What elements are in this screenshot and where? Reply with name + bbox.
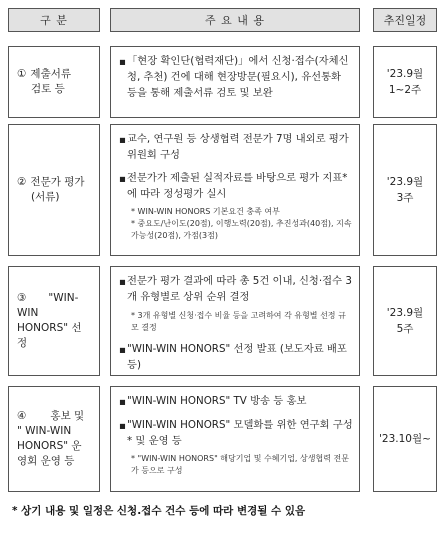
schedule-cell-2 xyxy=(373,124,437,256)
content-subnote: * 중요도/난이도(20점), 이행노력(20점), 추진성과(40점), 지속가능성(20점), 가점(3점) xyxy=(131,219,352,240)
content-item-text: "WIN-WIN HONORS" TV 방송 등 홍보 xyxy=(127,395,307,407)
content-item xyxy=(119,341,353,373)
bullet-icon: ▪ xyxy=(119,276,126,288)
schedule-cell-1 xyxy=(373,46,437,118)
content-item xyxy=(119,131,353,163)
footnote: * 상기 내용 및 일정은 신청.접수 건수 등에 따라 변경될 수 있음 xyxy=(12,505,306,517)
stage-number: ② xyxy=(17,176,27,188)
stage-cell-2 xyxy=(8,124,100,256)
stage-label: " WIN-WIN xyxy=(17,425,72,437)
content-item xyxy=(119,170,353,202)
stage-label: 검토 등 xyxy=(31,83,65,95)
header-stage: 구 분 xyxy=(8,8,100,32)
stage-label: HONORS" 선 xyxy=(17,322,82,334)
schedule-line: 3주 xyxy=(396,192,414,204)
content-item-text: 전문가 평가 결과에 따라 총 5건 이내, 신청·접수 3개 유형별로 상위 순위 결정 xyxy=(127,275,352,303)
stage-cell-3 xyxy=(8,266,100,376)
stage-cell-1 xyxy=(8,46,100,118)
stage-number: ④ xyxy=(17,410,27,422)
stage-label: 영회 운영 등 xyxy=(17,455,75,467)
content-item xyxy=(119,273,353,305)
bullet-icon: ▪ xyxy=(119,396,126,408)
content-item-text: 교수, 연구원 등 상생협력 전문가 7명 내외로 평가위원회 구성 xyxy=(127,133,349,161)
content-item-text: 전문가가 제출된 실적자료를 바탕으로 평가 지표*에 따라 정성평가 실시 xyxy=(127,172,348,200)
content-subnote: * "WIN-WIN HONORS" 해당기업 및 수혜기업, 상생협력 전문가 등으로 구성 xyxy=(131,454,349,475)
header-schedule: 추진일정 xyxy=(373,8,437,32)
stage-label: 홍보 및 xyxy=(50,410,85,422)
bullet-icon: ▪ xyxy=(119,56,126,68)
schedule-cell-4 xyxy=(373,386,437,492)
schedule-line: '23.9월 xyxy=(386,68,424,80)
content-cell-3 xyxy=(110,266,360,376)
stage-cell-4 xyxy=(8,386,100,492)
bullet-icon: ▪ xyxy=(119,420,126,432)
bullet-icon: ▪ xyxy=(119,134,126,146)
bullet-icon: ▪ xyxy=(119,173,126,185)
stage-label: 제출서류 xyxy=(30,68,71,80)
stage-label: "WIN-WIN xyxy=(17,292,79,319)
stage-label: (서류) xyxy=(31,191,60,203)
stage-number: ③ xyxy=(17,292,27,304)
header-content: 주 요 내 용 xyxy=(110,8,360,32)
stage-number: ① xyxy=(17,68,27,80)
content-subnote: * WIN-WIN HONORS 기본요건 충족 여부 xyxy=(131,207,280,216)
schedule-cell-3 xyxy=(373,266,437,376)
stage-label: 전문가 평가 xyxy=(30,176,85,188)
schedule-line: '23.9월 xyxy=(386,307,424,319)
schedule-line: '23.10월~ xyxy=(379,433,431,445)
content-cell-1 xyxy=(110,46,360,118)
content-cell-4 xyxy=(110,386,360,492)
bullet-icon: ▪ xyxy=(119,344,126,356)
schedule-line: 5주 xyxy=(396,323,414,335)
content-item xyxy=(119,393,353,410)
content-cell-2 xyxy=(110,124,360,256)
content-item xyxy=(119,417,353,449)
stage-label: HONORS" 운 xyxy=(17,440,82,452)
content-item-text: "WIN-WIN HONORS" 모델화를 위한 연구회 구성* 및 운영 등 xyxy=(127,419,353,447)
content-item-text: 「현장 확인단(협력재단)」에서 신청·접수(자체신청, 추천) 건에 대해 현장방문(필요시), 유선통화 등을 통해 제출서류 검토 및 보완 xyxy=(127,55,349,99)
content-item xyxy=(119,53,353,101)
schedule-line: '23.9월 xyxy=(386,176,424,188)
schedule-line: 1~2주 xyxy=(388,84,422,96)
content-subnote: * 3개 유형별 신청·접수 비율 등을 고려하여 각 유형별 선정 규모 결정 xyxy=(131,311,346,332)
content-item-text: "WIN-WIN HONORS" 선정 발표 (보도자료 배포 등) xyxy=(127,343,347,371)
stage-label: 정 xyxy=(17,337,28,349)
